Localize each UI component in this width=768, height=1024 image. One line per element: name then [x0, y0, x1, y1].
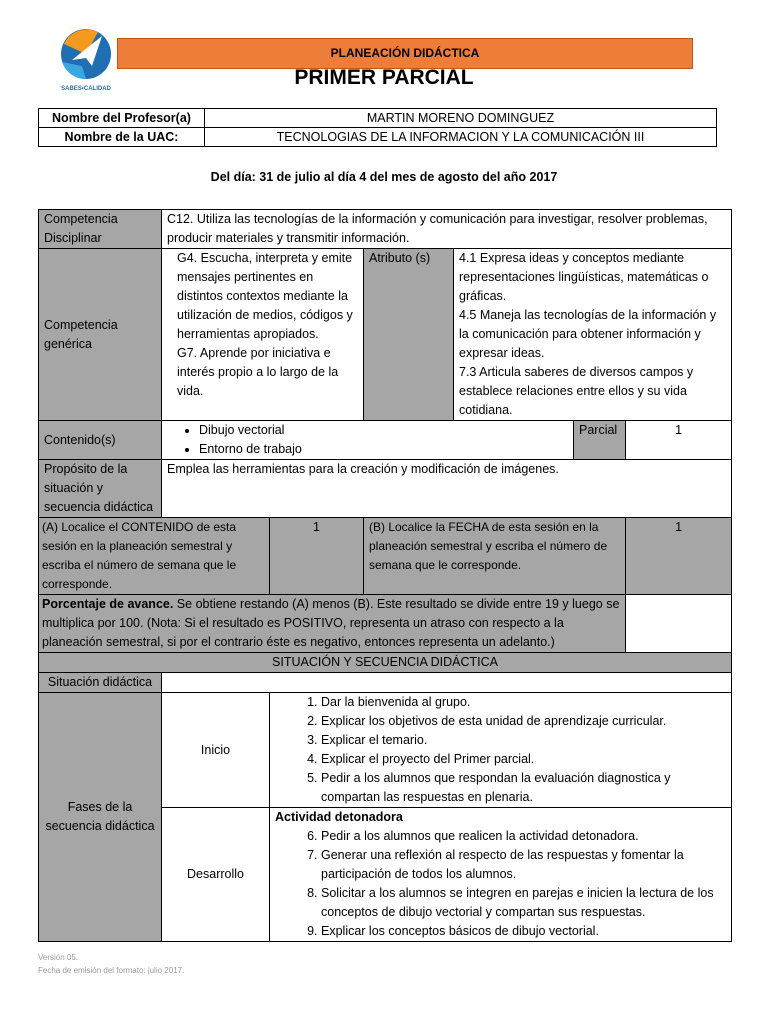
- footer-version: Versión 05.: [38, 953, 79, 962]
- contenido-label: Contenido(s): [39, 421, 162, 460]
- competencia-disciplinar-label: Competencia Disciplinar: [39, 210, 162, 249]
- g7-text: G7. Aprende por iniciativa e interés propio a lo largo de la vida.: [177, 346, 339, 398]
- row-situacion: [39, 673, 732, 693]
- attr-4-1: 4.1 Expresa ideas y conceptos mediante representaciones lingüísticas, matemáticas o gráficas.: [459, 251, 709, 303]
- list-item: 2. Explicar los objetivos de esta unidad de aprendizaje curricular.: [321, 712, 726, 731]
- situacion-value: [162, 673, 732, 693]
- row-inicio: [39, 693, 732, 808]
- uac-label: Nombre de la UAC:: [39, 128, 205, 147]
- avance-label: Porcentaje de avance.: [42, 597, 174, 611]
- localice-a-text: (A) Localice el CONTENIDO de esta sesión en la planeación semestral y escriba el número de semana que le corresponde.: [39, 518, 270, 595]
- profesor-value: MARTIN MORENO DOMINGUEZ: [205, 109, 717, 128]
- row-proposito: [39, 460, 732, 518]
- page-title: PRIMER PARCIAL: [294, 66, 474, 89]
- proposito-label: Propósito de la situación y secuencia didáctica: [39, 460, 162, 518]
- localice-a-value: [270, 518, 364, 595]
- list-item: 3. Explicar el temario.: [321, 731, 726, 750]
- row-situacion-header: [39, 653, 732, 673]
- footer-fecha: Fecha de emisión del formato: julio 2017.: [38, 966, 185, 975]
- inicio-label: Inicio: [162, 693, 270, 808]
- proposito-value: Emplea las herramientas para la creación y modificación de imágenes.: [162, 460, 732, 518]
- atributo-label: Atributo (s): [364, 249, 454, 421]
- contenido-value: [162, 421, 574, 460]
- parcial-label: Parcial: [574, 421, 626, 460]
- competencia-disciplinar-value: C12. Utiliza las tecnologías de la información y comunicación para investigar, resolver problemas, producir materiales y transmitir información.: [162, 210, 732, 249]
- desarrollo-list: [270, 808, 732, 942]
- footer: [38, 951, 184, 977]
- avance-value: [626, 595, 732, 653]
- avance-description: Se obtiene restando (A) menos (B). Este resultado se divide entre 19 y luego se multiplica por 100. (Nota: Si el resultado es POSITIVO, representa un atraso con respecto a la planeación semestral, si por el contrario éste es negativo, entonces representa un adelanto.): [42, 597, 620, 649]
- list-item: 7. Generar una reflexión al respecto de las respuestas y fomentar la participación de todos los alumnos.: [321, 846, 726, 884]
- list-item: 9. Explicar los conceptos básicos de dibujo vectorial.: [321, 922, 726, 941]
- row-avance: [39, 595, 732, 653]
- list-item: 6. Pedir a los alumnos que realicen la actividad detonadora.: [321, 827, 726, 846]
- situacion-label: Situación didáctica: [39, 673, 162, 693]
- attr-4-5: 4.5 Maneja las tecnologías de la información y la comunicación para obtener información y expresar ideas.: [459, 308, 717, 360]
- competencia-generica-label: Competencia genérica: [39, 249, 162, 421]
- banner-planeacion: PLANEACIÓN DIDÁCTICA: [117, 38, 693, 69]
- atributo-value: [454, 249, 732, 421]
- parcial-value: 1: [626, 421, 732, 460]
- list-item: 5. Pedir a los alumnos que respondan la evaluación diagnostica y compartan las respuestas en plenaria.: [321, 769, 726, 807]
- attr-7-3: 7.3 Articula saberes de diversos campos y establece relaciones entre ellos y su vida cotidiana.: [459, 365, 694, 417]
- localice-b-value: 1: [626, 518, 732, 595]
- list-item: • Dibujo vectorial: [199, 421, 568, 440]
- g4-text: G4. Escucha, interpreta y emite mensajes pertinentes en distintos contextos mediante la utilización de medios, códigos y herramientas apropiados.: [177, 251, 353, 341]
- fases-label: Fases de la secuencia didáctica: [39, 693, 162, 942]
- row-localice: [39, 518, 732, 595]
- localice-a-number: 1: [313, 520, 320, 534]
- info-table: [38, 108, 717, 147]
- list-item: 1. Dar la bienvenida al grupo.: [321, 693, 726, 712]
- row-competencia-disciplinar: [39, 210, 732, 249]
- list-item: 8. Solicitar a los alumnos se integren en parejas e inicien la lectura de los conceptos de dibujo vectorial y compartan sus respuestas.: [321, 884, 726, 922]
- competencia-generica-value: [162, 249, 364, 421]
- situacion-header: SITUACIÓN Y SECUENCIA DIDÁCTICA: [39, 653, 732, 673]
- row-competencia-generica: [39, 249, 732, 421]
- list-item: • Entorno de trabajo: [199, 440, 568, 459]
- inicio-list: [270, 693, 732, 808]
- planning-table: [38, 209, 732, 942]
- desarrollo-label: Desarrollo: [162, 808, 270, 942]
- avance-text: [39, 595, 626, 653]
- row-contenido: [39, 421, 732, 460]
- actividad-detonadora-heading: Actividad detonadora: [275, 810, 403, 824]
- date-line: Del día: 31 de julio al día 4 del mes de agosto del año 2017: [210, 170, 558, 184]
- localice-b-text: (B) Localice la FECHA de esta sesión en la planeación semestral y escriba el número de semana que le corresponde.: [364, 518, 626, 595]
- profesor-label: Nombre del Profesor(a): [39, 109, 205, 128]
- svg-text:SABES•CALIDAD: SABES•CALIDAD: [61, 86, 111, 92]
- list-item: 4. Explicar el proyecto del Primer parcial.: [321, 750, 726, 769]
- uac-value: TECNOLOGIAS DE LA INFORMACION Y LA COMUNICACIÓN III: [205, 128, 717, 147]
